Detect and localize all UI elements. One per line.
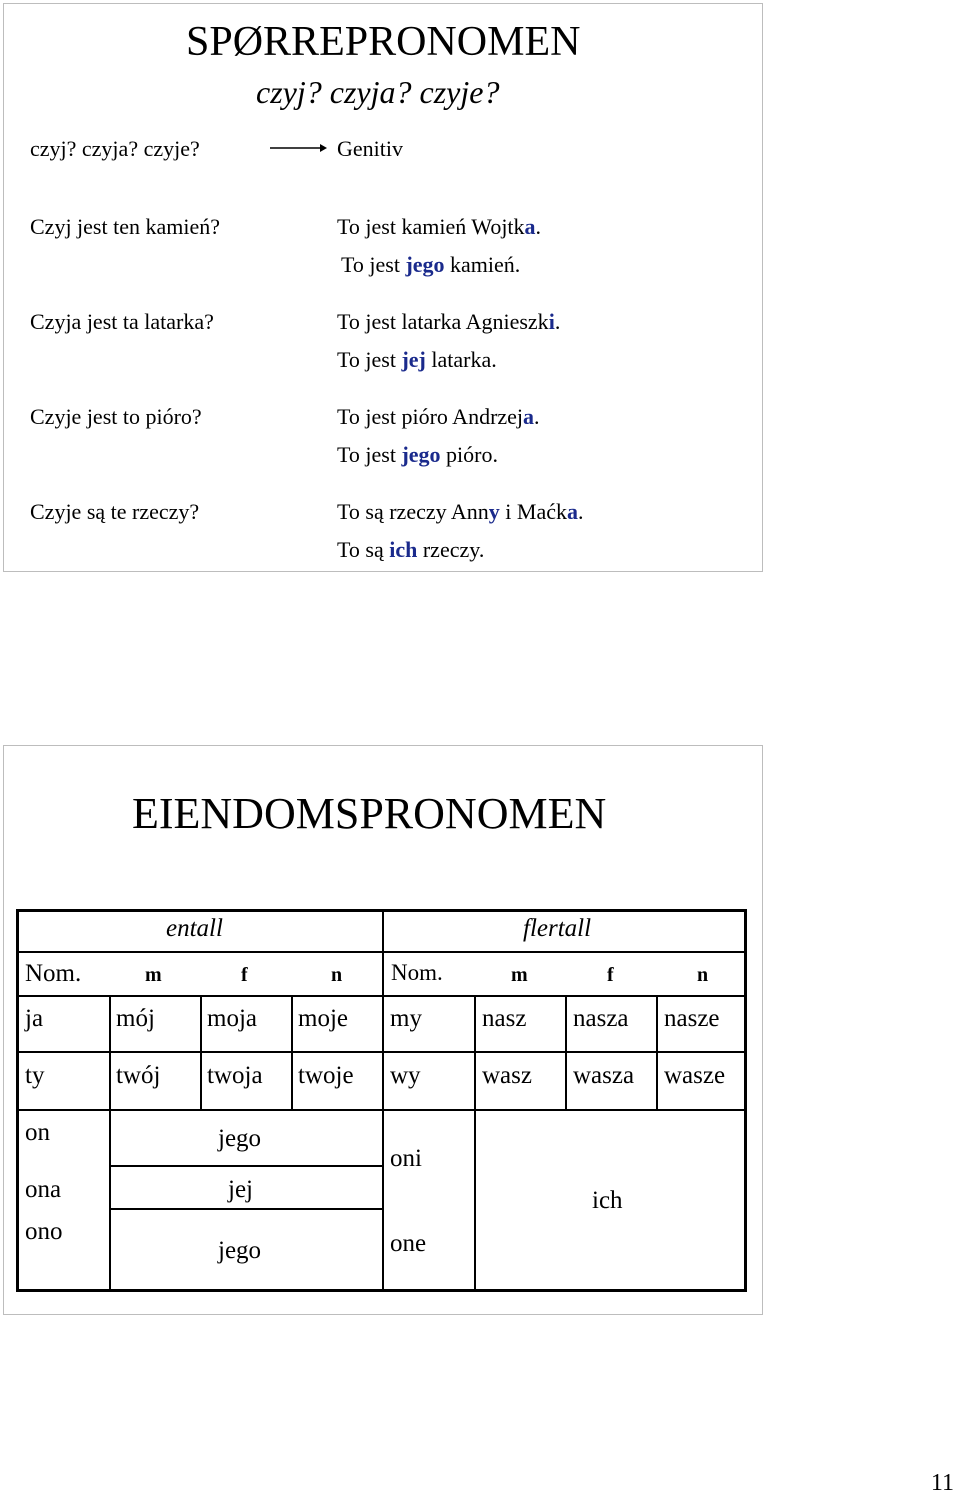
answer-text: kamień. [444,252,521,277]
answer-line [341,252,520,278]
answer-text: . [554,309,561,334]
question-4: Czyje są te rzeczy? [30,499,200,524]
answer-line [337,347,497,373]
highlighted-ending: y [488,499,500,524]
answer-text: rzeczy. [417,537,485,562]
possessive-cell: jej [228,1176,253,1203]
highlighted-ending: jego [401,442,441,467]
column-divider [474,997,476,1292]
rule-case: Genitiv [337,136,403,161]
column-divider [200,997,202,1111]
answer-text: To jest [337,442,402,467]
highlighted-ending: jej [401,347,426,372]
answer-text: latarka. [425,347,497,372]
possessive-pronoun-table [16,909,747,1292]
possessive-cell: wasza [573,1062,635,1089]
header-plural: flertall [523,915,592,942]
possessive-cell: wasze [664,1062,726,1089]
header-gender-f: f [241,964,248,986]
possessive-cell: ich [592,1187,623,1214]
pronoun-cell: wy [390,1062,421,1089]
header-nom-singular: Nom. [25,960,82,987]
header-gender-f: f [607,964,614,986]
column-divider [565,997,567,1111]
highlighted-ending: i [548,309,555,334]
highlighted-ending: a [524,214,536,239]
row-divider [109,1208,382,1210]
header-gender-m: m [511,964,528,986]
possessive-cell: moja [207,1005,257,1032]
answer-line [337,404,540,430]
slide-subtitle: czyj? czyja? czyje? [256,74,500,110]
answer-text: . [578,499,584,524]
possessive-cell: twoja [207,1062,263,1089]
slide-interrogative-pronouns [3,3,763,572]
arrow-right-icon [268,140,328,156]
possessive-cell: jego [218,1237,262,1264]
pronoun-cell: ona [25,1176,62,1203]
possessive-cell: mój [116,1005,155,1032]
question-1: Czyj jest ten kamień? [30,214,220,239]
column-divider [291,997,293,1111]
possessive-cell: nasza [573,1005,629,1032]
highlighted-ending: ich [389,537,418,562]
answer-text: pióro. [440,442,498,467]
question-2: Czyja jest ta latarka? [30,309,214,334]
column-divider [656,997,658,1111]
slide-title: SPØRREPRONOMEN [186,19,581,65]
possessive-cell: nasze [664,1005,720,1032]
header-gender-n: n [331,964,343,986]
possessive-cell: wasz [482,1062,532,1089]
pronoun-cell: ono [25,1218,63,1245]
answer-text: To są [337,537,390,562]
answer-text: i Maćk [499,499,567,524]
pronoun-cell: ty [25,1062,45,1089]
pronoun-cell: one [390,1230,427,1257]
slide-title: EIENDOMSPRONOMEN [132,789,607,838]
answer-line [337,537,484,563]
answer-text: To są rzeczy Ann [337,499,489,524]
answer-line [337,499,584,525]
question-3: Czyje jest to pióro? [30,404,202,429]
answer-text: . [535,214,542,239]
answer-text: To jest pióro Andrzej [337,404,524,429]
pronoun-cell: my [390,1005,422,1032]
pronoun-cell: oni [390,1145,422,1172]
answer-text: To jest [337,347,402,372]
header-singular: entall [166,915,223,942]
possessive-cell: moje [298,1005,348,1032]
pronoun-cell: ja [25,1005,44,1032]
highlighted-ending: a [523,404,535,429]
header-gender-n: n [697,964,709,986]
column-divider [382,912,384,1289]
slide-possessive-pronouns [3,745,763,1315]
answer-text: To jest [341,252,406,277]
possessive-cell: twój [116,1062,161,1089]
page-number: 11 [930,1470,954,1496]
row-divider [109,1165,382,1167]
answer-text: To jest kamień Wojtk [337,214,525,239]
possessive-cell: twoje [298,1062,354,1089]
answer-text: To jest latarka Agnieszk [337,309,549,334]
possessive-cell: jego [218,1125,262,1152]
header-gender-m: m [145,964,162,986]
rule-pronouns: czyj? czyja? czyje? [30,136,200,161]
highlighted-ending: jego [405,252,445,277]
possessive-cell: nasz [482,1005,527,1032]
highlighted-ending: a [567,499,578,524]
column-divider [109,997,111,1292]
answer-line [337,309,560,335]
header-nom-plural: Nom. [391,960,443,985]
answer-text: . [534,404,540,429]
pronoun-cell: on [25,1119,50,1146]
answer-line [337,214,541,240]
answer-line [337,442,498,468]
